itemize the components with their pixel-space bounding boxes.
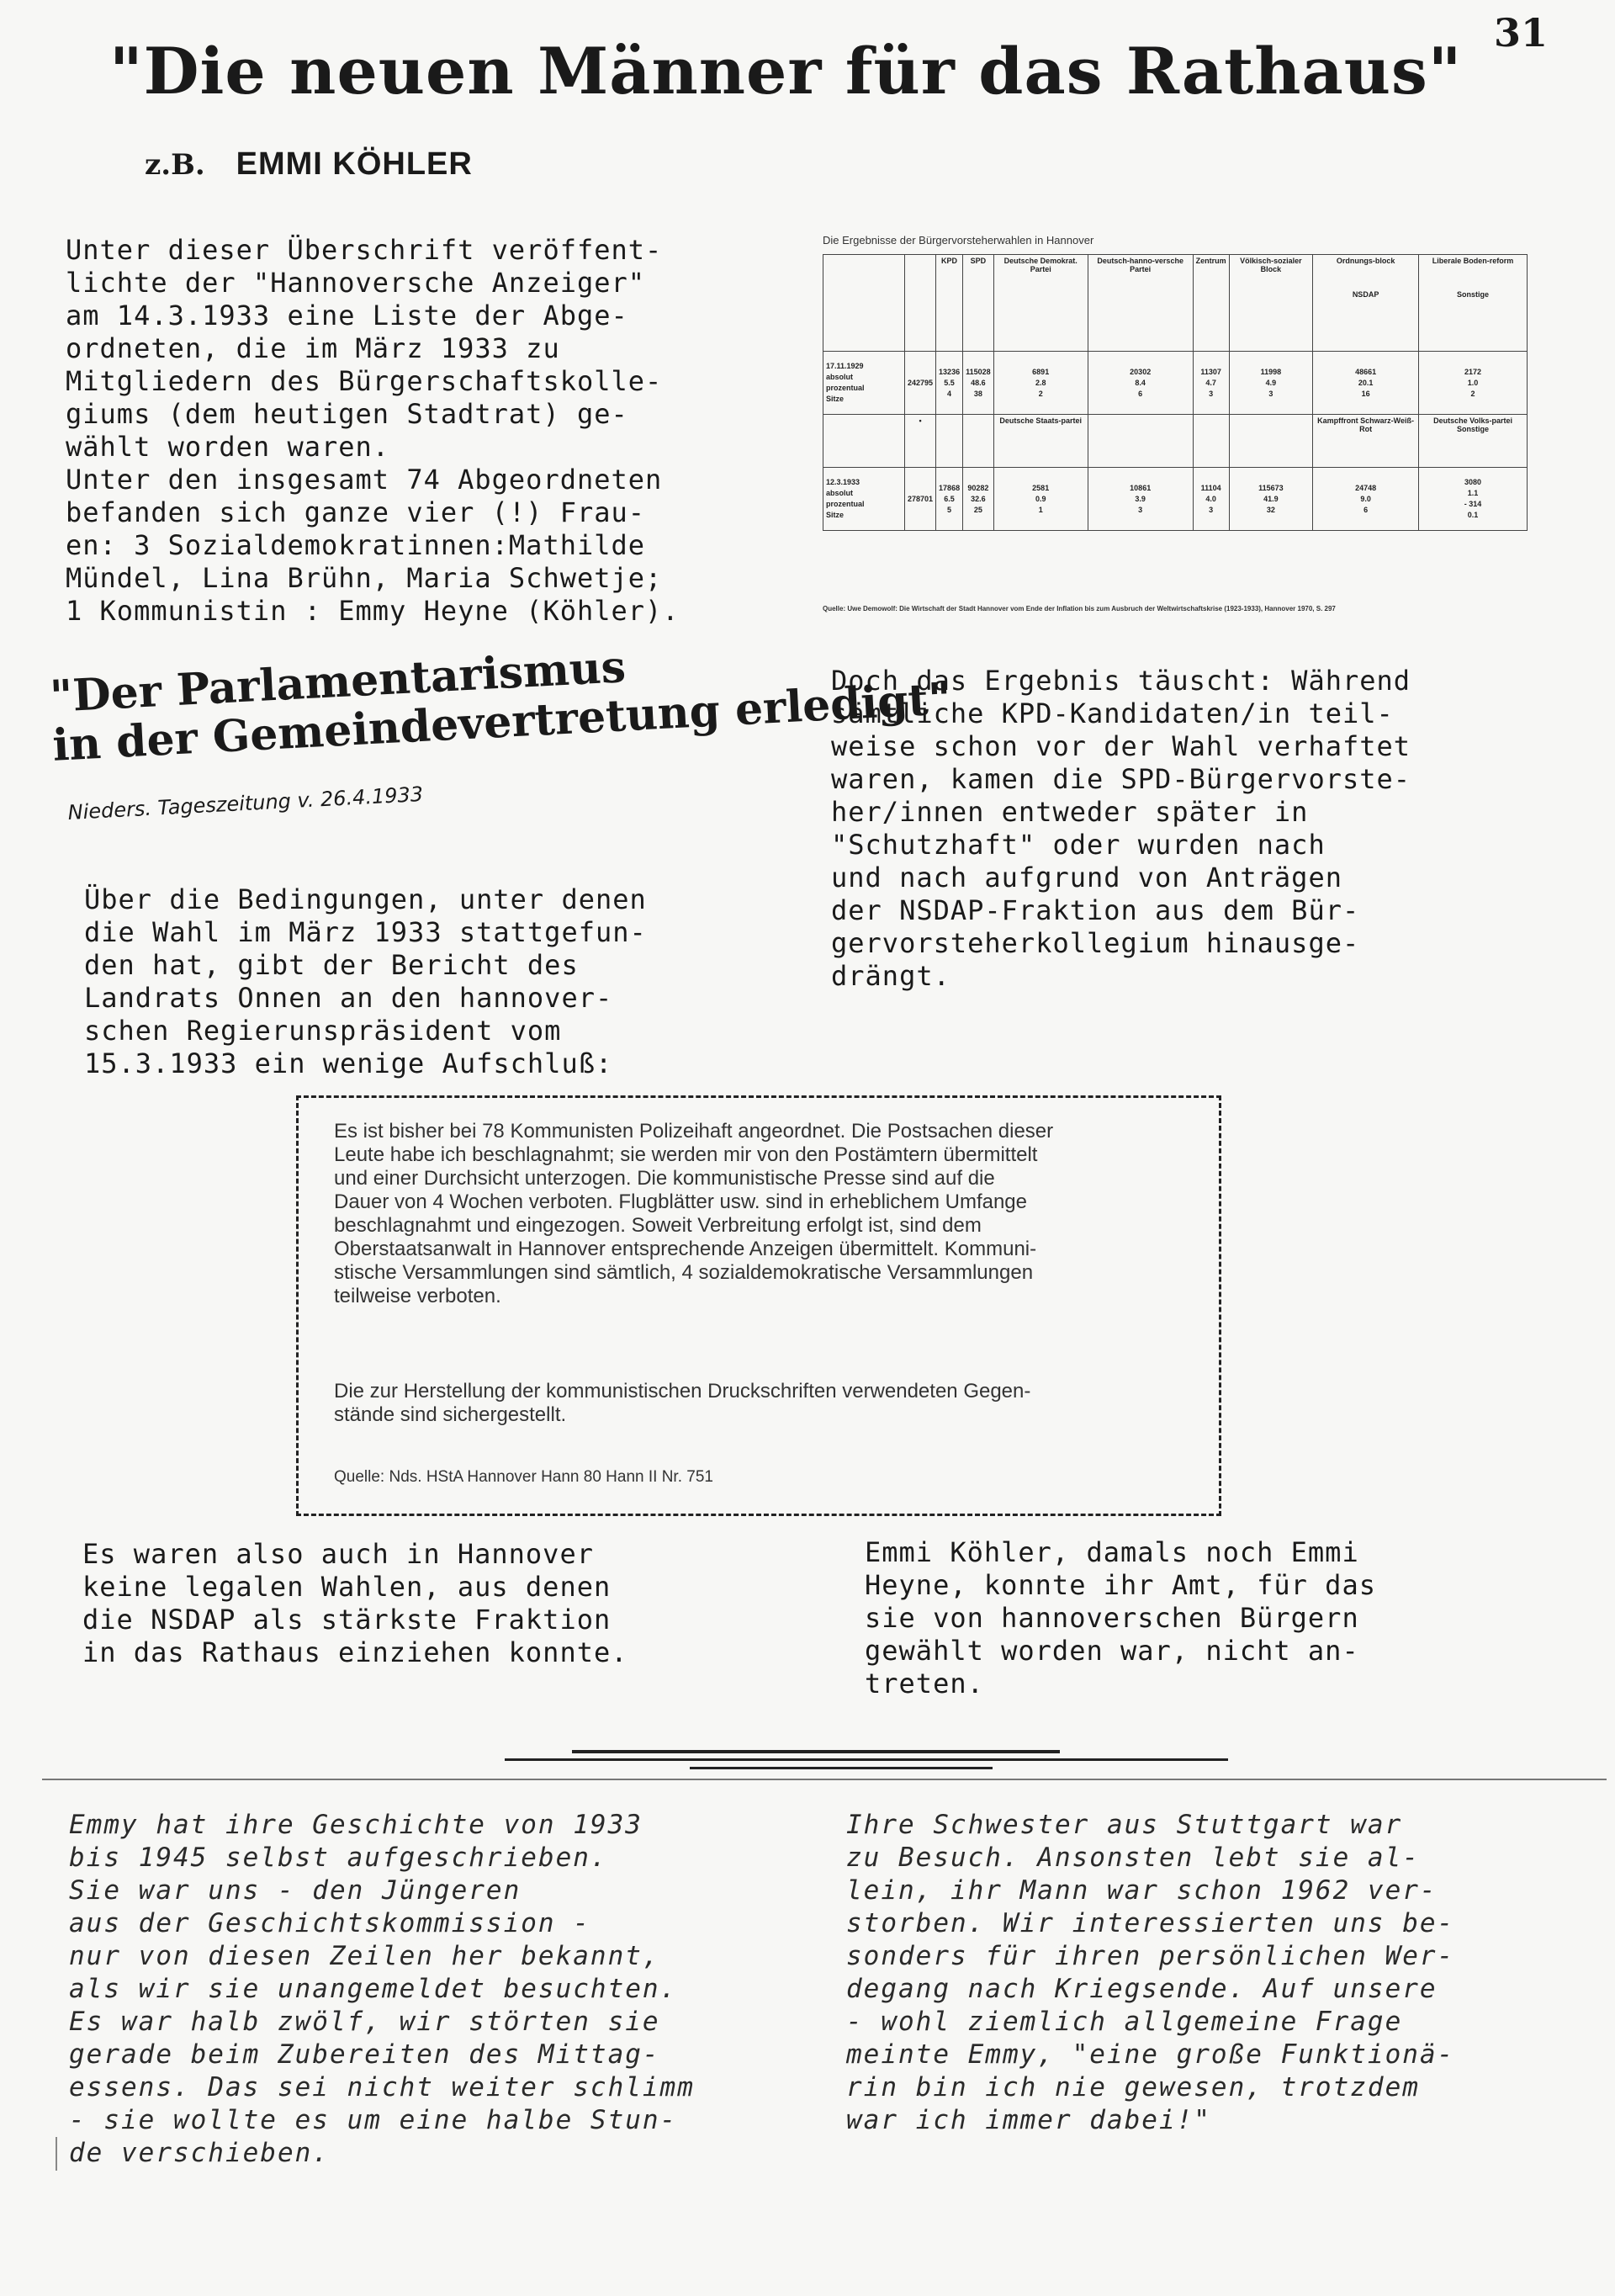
table-cell: 2581 0.9 1 bbox=[993, 468, 1088, 531]
table-header-cell: Deutsch-hanno-versche Partei bbox=[1088, 255, 1193, 352]
clipping-headline: "Der Parlamentarismus in der Gemeindevertretung erledigt" bbox=[48, 641, 953, 772]
table-cell-value: 314 0.1 bbox=[1467, 500, 1482, 519]
result-paragraph: Doch das Ergebnis täuscht: Während sämtliche KPD-Kandidaten/in teil- weise schon vor der Wahl verhaftet waren, kamen die SPD-Bürgervorste- her/innen entweder später in "Schutzhaft" oder wurden nach und nach aufgrund von Anträgen der NSDAP-Fraktion aus dem Bür- gervorsteherkollegium hinausge- drängt. bbox=[831, 665, 1411, 992]
table-cell: 278701 bbox=[905, 468, 936, 531]
table-header-text: Sonstige bbox=[1457, 425, 1490, 433]
election-results-table-block bbox=[808, 234, 1565, 629]
table-header-text: Liberale Boden-reform bbox=[1432, 257, 1514, 265]
table-cell: 11104 4.0 3 bbox=[1193, 468, 1229, 531]
page-number: 31 bbox=[1493, 10, 1548, 56]
table-corner-cell bbox=[823, 255, 905, 352]
handwritten-note-right: Ihre Schwester aus Stuttgart war zu Besuch. Ansonsten lebt sie al- lein, ihr Mann war schon 1962 ver- storben. Wir interessierten uns be- sonders für ihren persönlichen Wer- degang nach Kriegsende. Auf unsere - wohl ziemlich allgemeine Frage meinte Emmy, "eine große Funktionä- rin bin ich nie gewesen, trotzdem war ich immer dabei!" bbox=[846, 1810, 1455, 2135]
table-header-cell: Zentrum bbox=[1193, 255, 1229, 352]
table-header-cell bbox=[963, 415, 994, 468]
subtitle bbox=[145, 145, 473, 183]
table-header-subtext: NSDAP bbox=[1352, 290, 1379, 299]
table-row-label bbox=[823, 468, 905, 531]
conclusion-left-paragraph: Es waren also auch in Hannover keine legalen Wahlen, aus denen die NSDAP als stärkste Fraktion in das Rathaus einziehen konnte. bbox=[82, 1538, 628, 1668]
table-header-cell: KPD bbox=[936, 255, 963, 352]
divider-line bbox=[505, 1758, 1228, 1761]
table-cell: 20302 8.4 6 bbox=[1088, 352, 1193, 415]
table-header-cell bbox=[1313, 255, 1419, 352]
quote-text: Die zur Herstellung der kommunistischen Druckschriften verwendeten Gegen- stände sind sichergestellt. bbox=[334, 1380, 1031, 1426]
table-cell: 115673 41.9 32 bbox=[1229, 468, 1312, 531]
handwritten-note-left: Emmy hat ihre Geschichte von 1933 bis 1945 selbst aufgeschrieben. Sie war uns - den Jüngeren aus der Geschichtskommission - nur von diesen Zeilen her bekannt, als wir sie unangemeldet besuchten. Es war halb zwölf, wir störten sie gerade beim Zubereiten des Mittag- essens. Das sei nicht weiter schlimm - sie wollte es um eine halbe Stun- de verschieben. bbox=[69, 1810, 695, 2168]
divider-line bbox=[690, 1767, 993, 1769]
table-cell: 13236 5.5 4 bbox=[936, 352, 963, 415]
table-cell: 48661 20.1 16 bbox=[1313, 352, 1419, 415]
table-caption: Die Ergebnisse der Bürgervorsteherwahlen in Hannover bbox=[823, 234, 1094, 247]
table-cell bbox=[1419, 468, 1528, 531]
conclusion-right-paragraph: Emmi Köhler, damals noch Emmi Heyne, konnte ihr Amt, für das sie von hannoverschen Bürgern gewählt worden war, nicht an- treten. bbox=[865, 1536, 1376, 1699]
table-row-label bbox=[823, 352, 905, 415]
table-header-cell: Deutsche Demokrat. Partei bbox=[993, 255, 1088, 352]
conditions-paragraph: Über die Bedingungen, unter denen die Wahl im März 1933 stattgefun- den hat, gibt der Bericht des Landrats Onnen an den hannover- schen Regierunspräsident vom 15.3.1933 ein wenige Aufschluß: bbox=[84, 883, 647, 1079]
table-cell: 6891 2.8 2 bbox=[993, 352, 1088, 415]
table-header-text: Deutsche Volks-partei bbox=[1433, 416, 1512, 425]
table-header-cell bbox=[1088, 415, 1193, 468]
table-cell: 24748 9.0 6 bbox=[1313, 468, 1419, 531]
subtitle-prefix: z.B. bbox=[145, 148, 205, 182]
table-header-subtext: Sonstige bbox=[1457, 290, 1490, 299]
table-header-cell: Völkisch-sozialer Block bbox=[1229, 255, 1312, 352]
table-header-cell bbox=[1419, 255, 1528, 352]
clipping-source: Nieders. Tageszeitung v. 26.4.1933 bbox=[67, 782, 424, 825]
subtitle-name: EMMI KÖHLER bbox=[236, 146, 473, 182]
table-cell: 242795 bbox=[905, 352, 936, 415]
page-title: "Die neuen Männer für das Rathaus" bbox=[109, 34, 1463, 109]
table-row-label bbox=[823, 415, 905, 468]
table-cell: 11307 4.7 3 bbox=[1193, 352, 1229, 415]
table-cell: 11998 4.9 3 bbox=[1229, 352, 1312, 415]
table-cell: 17868 6.5 5 bbox=[936, 468, 963, 531]
table-header-text: Ordnungs-block bbox=[1336, 257, 1395, 265]
table-header-cell bbox=[905, 255, 936, 352]
table-header-cell bbox=[1229, 415, 1312, 468]
table-cell: 2172 1.0 2 bbox=[1419, 352, 1528, 415]
table-cell: 10861 3.9 3 bbox=[1088, 468, 1193, 531]
table-source: Quelle: Uwe Demowolf: Die Wirtschaft der Stadt Hannover vom Ende der Inflation bis zum Ausbruch der Weltwirtschaftskrise (1923-1933), Hannover 1970, S. 297 bbox=[823, 605, 1336, 612]
quote-text: Es ist bisher bei 78 Kommunisten Polizeihaft angeordnet. Die Postsachen dieser Leute habe ich beschlagnahmt; sie werden mir von den Postämtern übermittelt und einer Durchsicht unterzogen. Die kommunistische Presse sind auf die Dauer von 4 Wochen verboten. Flugblätter usw. sind in erheblichem Umfange beschlagnahmt und eingezogen. Soweit Verbreitung erfolgt ist, sind dem Oberstaatsanwalt in Hannover entsprechende Anzeigen übermittelt. Kommuni- stische Versammlungen sind sämtlich, 4 sozialdemokratische Versammlungen teilweise verboten. bbox=[334, 1120, 1054, 1307]
table-cell-value: 3080 1.1 - bbox=[1464, 478, 1482, 508]
decorative-divider bbox=[505, 1743, 1228, 1777]
section-border bbox=[42, 1779, 1607, 1780]
row-label-text: 12.3.1933 absolut prozentual Sitze bbox=[826, 478, 865, 519]
intro-paragraph: Unter dieser Überschrift veröffent- lichte der "Hannoversche Anzeiger" am 14.3.1933 eine Liste der Abge- ordneten, die im März 1933 zu Mitgliedern des Bürgerschaftskolle- giums (dem heutigen Stadtrat) ge- wählt worden waren. Unter den insgesamt 74 Abgeordneten befanden sich ganze vier (!) Frau- en: 3 Sozialdemokratinnen:Mathilde Mündel, Lina Brühn, Maria Schwetje; 1 Kommunistin : Emmy Heyne (Köhler). bbox=[66, 234, 680, 627]
table-header-cell: • bbox=[905, 415, 936, 468]
table-header-cell bbox=[936, 415, 963, 468]
table-cell: 90282 32.6 25 bbox=[963, 468, 994, 531]
archive-quote-box bbox=[296, 1095, 1221, 1516]
table-header-cell: Kampffront Schwarz-Weiß-Rot bbox=[1313, 415, 1419, 468]
table-header-cell bbox=[1419, 415, 1528, 468]
margin-mark bbox=[56, 2137, 57, 2171]
election-results-table bbox=[823, 254, 1528, 531]
divider-line bbox=[572, 1750, 1060, 1753]
row-label-text: 17.11.1929 absolut prozentual Sitze bbox=[826, 362, 865, 403]
table-header-cell: Deutsche Staats-partei bbox=[993, 415, 1088, 468]
table-header-cell bbox=[1193, 415, 1229, 468]
quote-source: Quelle: Nds. HStA Hannover Hann 80 Hann II Nr. 751 bbox=[334, 1468, 713, 1486]
table-cell: 115028 48.6 38 bbox=[963, 352, 994, 415]
table-header-cell: SPD bbox=[963, 255, 994, 352]
